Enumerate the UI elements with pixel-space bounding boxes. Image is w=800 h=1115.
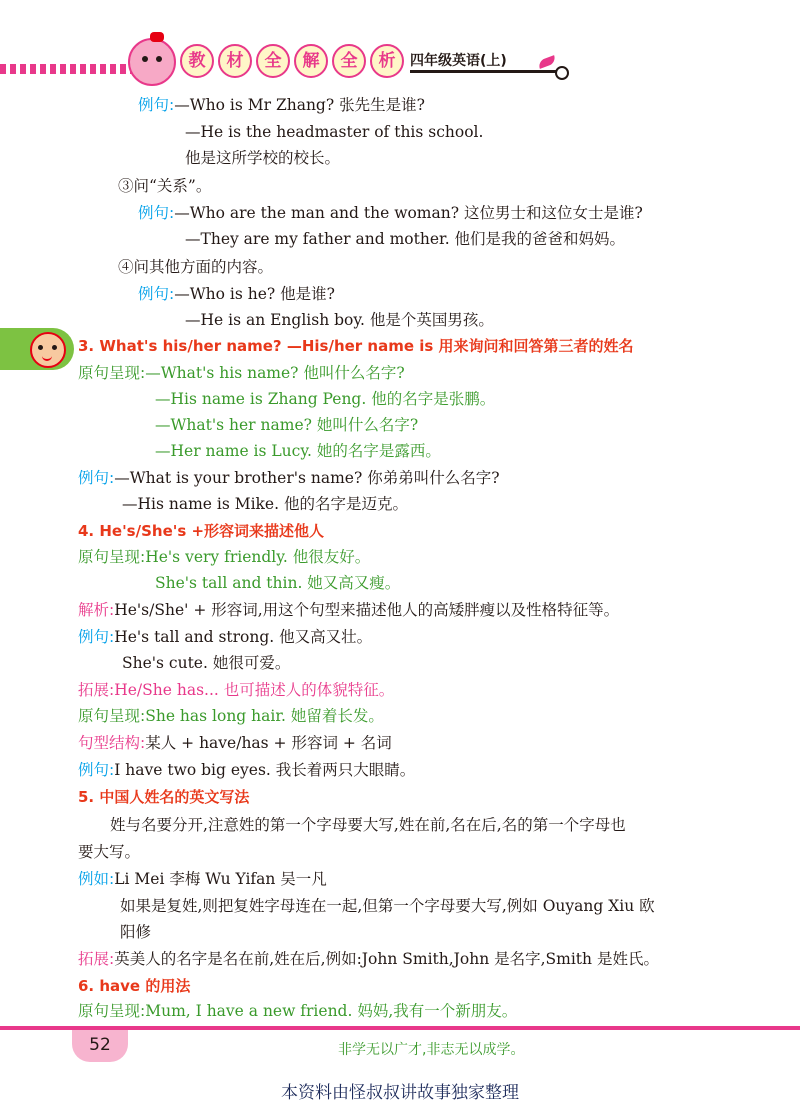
line-text: He's/She' + 形容词,用这个句型来描述他人的高矮胖瘦以及性格特征等。: [114, 601, 620, 619]
label-example: 例句:: [78, 761, 115, 779]
cartoon-face-icon: [30, 332, 66, 368]
page-number: 52: [72, 1030, 128, 1062]
text-line: —He is an English boy. 他是个英国男孩。: [185, 311, 494, 329]
line-text: —Who is he? 他是谁?: [174, 285, 335, 303]
example-line: [138, 94, 425, 116]
label-example: 例句:: [78, 628, 115, 646]
example-line: [78, 868, 327, 890]
text-line: —His name is Zhang Peng. 他的名字是张鹏。: [155, 390, 496, 408]
title-char: 解: [294, 44, 328, 78]
text-line: —They are my father and mother. 他们是我的爸爸和妈妈。: [185, 230, 626, 248]
example-line: [78, 759, 415, 781]
line-text: Mum, I have a new friend. 妈妈,我有一个新朋友。: [145, 1002, 518, 1020]
label-example: 例句:: [138, 285, 175, 303]
text-line: She's cute. 她很可爱。: [122, 654, 291, 672]
line-text: Li Mei 李梅 Wu Yifan 吴一凡: [114, 870, 327, 888]
label-example: 例句:: [138, 96, 175, 114]
label-original: 原句呈现:: [78, 1002, 146, 1020]
line-text: He's tall and strong. 他又高又壮。: [114, 628, 373, 646]
label-example: 例句:: [78, 469, 115, 487]
sub-point: ④问其他方面的内容。: [118, 258, 274, 276]
label-original: 原句呈现:: [78, 548, 146, 566]
line-text: —Who is Mr Zhang? 张先生是谁?: [174, 96, 425, 114]
original-sentence-line: [78, 705, 384, 727]
label-structure: 句型结构:: [78, 734, 146, 752]
title-char: 全: [256, 44, 290, 78]
text-line: —His name is Mike. 他的名字是迈克。: [122, 495, 408, 513]
book-title: [180, 44, 404, 78]
text-line: —Her name is Lucy. 她的名字是露西。: [155, 442, 441, 460]
label-extension: 拓展:: [78, 681, 115, 699]
paragraph-line: 姓与名要分开,注意姓的第一个字母要大写,姓在前,名在后,名的第一个字母也: [110, 816, 626, 834]
extension-line: [78, 679, 394, 701]
example-line: [138, 283, 335, 305]
title-char: 材: [218, 44, 252, 78]
extension-line: [78, 948, 659, 970]
bow-icon: [150, 32, 164, 42]
label-original: 原句呈现:: [78, 364, 146, 382]
example-line: [78, 467, 500, 489]
section-heading: 4. He's/She's +形容词来描述他人: [78, 522, 325, 540]
header-rule: [410, 70, 560, 73]
title-char: 析: [370, 44, 404, 78]
example-line: [78, 626, 372, 648]
original-sentence-line: [78, 546, 370, 568]
line-text: He/She has... 也可描述人的体貌特征。: [114, 681, 395, 699]
text-line: —What's her name? 她叫什么名字?: [155, 416, 419, 434]
example-line: [138, 202, 643, 224]
text-line: —He is the headmaster of this school.: [185, 123, 484, 141]
mascot-girl-icon: [128, 38, 176, 86]
line-text: 某人 + have/has + 形容词 + 名词: [145, 734, 392, 752]
paragraph-line: 要大写。: [78, 843, 141, 861]
line-text: 英美人的名字是名在前,姓在后,例如:John Smith,John 是名字,Smith 是姓氏。: [114, 950, 659, 968]
title-char: 全: [332, 44, 366, 78]
text-line: She's tall and thin. 她又高又瘦。: [155, 574, 401, 592]
original-sentence-line: [78, 1000, 517, 1022]
footer-note: 本资料由怪叔叔讲故事独家整理: [281, 1083, 519, 1103]
section-heading: 5. 中国人姓名的英文写法: [78, 788, 250, 806]
paragraph-line: 阳修: [120, 923, 152, 941]
label-example: 例句:: [138, 204, 175, 222]
analysis-line: [78, 599, 619, 621]
paragraph-line: 如果是复姓,则把复姓字母连在一起,但第一个字母要大写,例如 Ouyang Xiu 欧: [120, 897, 655, 915]
structure-line: [78, 732, 392, 754]
line-text: She has long hair. 她留着长发。: [145, 707, 384, 725]
section-heading: 3. What's his/her name? —His/her name is 用来询问和回答第三者的姓名: [78, 337, 634, 355]
side-tab-marker: [0, 328, 74, 370]
section-heading: 6. have 的用法: [78, 977, 191, 995]
footer-motto: 非学无以广才,非志无以成学。: [338, 1042, 525, 1058]
text-line: 他是这所学校的校长。: [185, 149, 341, 167]
original-sentence-line: [78, 362, 405, 384]
sub-point: ③问“关系”。: [118, 177, 212, 195]
page-header: [0, 36, 800, 90]
label-original: 原句呈现:: [78, 707, 146, 725]
label-analysis: 解析:: [78, 601, 115, 619]
subject-label: 四年级英语(上): [410, 53, 507, 69]
label-extension: 拓展:: [78, 950, 115, 968]
line-text: —Who are the man and the woman? 这位男士和这位女士是谁?: [174, 204, 643, 222]
line-text: I have two big eyes. 我长着两只大眼睛。: [114, 761, 416, 779]
feather-icon: [537, 55, 557, 69]
title-char: 教: [180, 44, 214, 78]
line-text: He's very friendly. 他很友好。: [145, 548, 371, 566]
header-dot-icon: [555, 66, 569, 80]
line-text: —What is your brother's name? 你弟弟叫什么名字?: [114, 469, 500, 487]
line-text: —What's his name? 他叫什么名字?: [145, 364, 405, 382]
label-for-example: 例如:: [78, 870, 115, 888]
